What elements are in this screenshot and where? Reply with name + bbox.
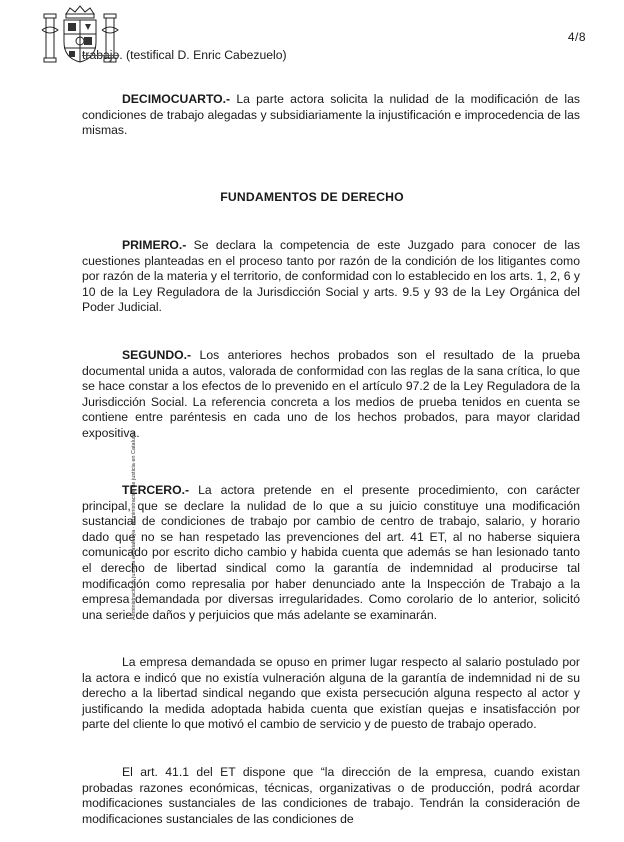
continuation-text: . (testifical D. Enric Cabezuelo)	[119, 48, 287, 62]
paragraph-empresa: La empresa demandada se opuso en primer lugar respecto al salario postulado por la actora e indicó que no existía vulneración alguna de la garantía de indemnidad ni de su derecho a la libertad sindical negando que exista persecución alguna respecto al actor y justificando la medida adoptada habida cuenta que existían quejas e insatisfacción por parte del cliente lo que motivó el cambio de servicio y de puesto de trabajo operado.	[82, 655, 580, 732]
paragraph-art41: El art. 41.1 del ET dispone que “la dirección de la empresa, cuando existan probadas razones económicas, técnicas, organizativas o de producción, podrá acordar modificaciones sustanciales de las condiciones de trabajo. Tendrán la consideración de modificaciones sustanciales de las condiciones de	[82, 765, 580, 826]
paragraph-text: La actora pretende en el presente procedimiento, con carácter principal, que se declare la nulidad de lo que a su juicio constituye una modificación sustancial de condiciones de trabajo por cambio de centro de trabajo, salario, y horario dado que no se han respetado las prevenciones del art. 41 ET, al no haberse siquiera comunicado por escrito dicho cambio y habida cuenta que además se han lesionado tanto el derecho de libertad sindical como la garantía de indemnidad al producirse tal modificación como represalia por haber denunciado ante la Inspección de Trabajo a la empresa demandada por diversas irregularidades. Como corolario de lo anterior, solicitó una serie de daños y perjuicios que más adelante se examinarán.	[82, 483, 580, 622]
paragraph-text: La parte actora solicita la nulidad de la modificación de las condiciones de trabajo alegadas y subsidiariamente la injustificación e improcedencia de las mismas.	[82, 92, 580, 138]
section-title: FUNDAMENTOS DE DERECHO	[220, 190, 404, 204]
paragraph-tercero	[82, 483, 580, 623]
struck-word: trabajo	[82, 48, 120, 62]
paragraph-lead: SEGUNDO.-	[122, 348, 192, 362]
paragraph-lead: PRIMERO.-	[122, 238, 187, 252]
margin-vertical-note: Administració de justícia a Catalunya · Administración de justicia en Cataluña	[131, 431, 137, 620]
paragraph-lead: TERCERO.-	[122, 483, 190, 497]
paragraph-primero	[82, 238, 580, 316]
paragraph-decimocuarto	[82, 92, 580, 139]
paragraph-segundo	[82, 348, 580, 442]
page-number: 4/8	[567, 30, 586, 44]
paragraph-text: Los anteriores hechos probados son el resultado de la prueba documental unida a autos, valorada de conformidad con las reglas de la sana crítica, lo que se hace constar a los efectos de lo prevenido en el artículo 97.2 de la Ley Reguladora de la Jurisdicción Social. La referencia concreta a los medios de prueba tenidos en cuenta se contiene entre paréntesis en cada uno de los hechos probados, para mayor claridad expositiva.	[82, 348, 580, 440]
paragraph-text: Se declara la competencia de este Juzgado para conocer de las cuestiones planteadas en el proceso tanto por razón de la condición de los litigantes como por razón de la materia y el territorio, de conformidad con lo establecido en los arts. 1, 2, 6 y 10 de la Ley Reguladora de la Jurisdicción Social y arts. 9.5 y 93 de la Ley Orgánica del Poder Judicial.	[82, 238, 580, 315]
continuation-line	[82, 48, 287, 62]
paragraph-lead: DECIMOCUARTO.-	[122, 92, 231, 106]
